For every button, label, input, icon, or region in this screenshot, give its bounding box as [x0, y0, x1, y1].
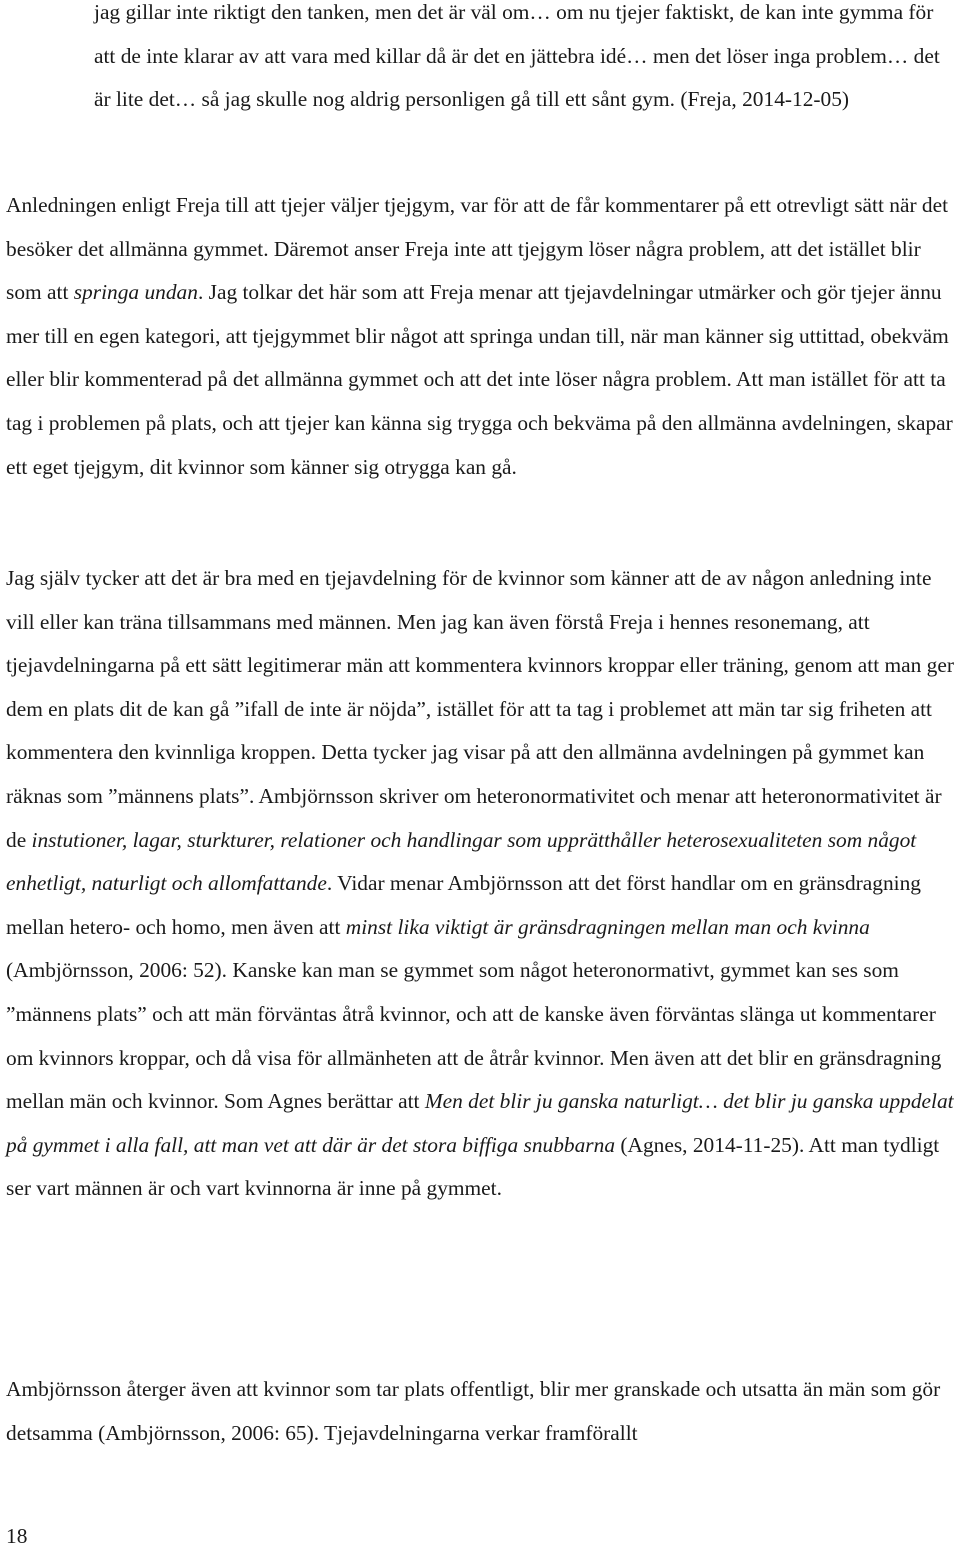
paragraph-anledningen: [6, 184, 960, 489]
page-number: 18: [6, 1524, 28, 1548]
paragraph-jag-sjalv: [6, 557, 960, 1211]
paragraph-text: Ambjörnsson återger även att kvinnor som tar plats offentligt, blir mer granskade och utsatta än män som gör detsamma (Ambjörnsson, 2006: 65). Tjejavdelningarna verkar framförallt: [6, 1377, 941, 1445]
paragraph-text: . Jag tolkar det här som att Freja menar att tjejavdelningar utmärker och gör tjejer ännu mer till en egen kategori, att tjejgymmet blir något att springa undan till, när man känner sig uttittad, obekväm eller blir kommenterad på det allmänna gymmet och att det inte löser några problem. Att man istället för att ta tag i problemen på plats, och att tjejer kan känna sig trygga och bekväma på den allmänna avdelningen, skapar ett eget tjejgym, dit kvinnor som känner sig otrygga kan gå.: [6, 280, 953, 479]
paragraph-text: (Ambjörnsson, 2006: 52). Kanske kan man se gymmet som något heteronormativt, gymmet kan ses som ”männens plats” och att män förväntas åtrå kvinnor, och att de kanske även förväntas slänga ut kommentarer om kvinnors kroppar, och då visa för allmänheten att de åtrår kvinnor. Men även att det blir en gränsdragning mellan män och kvinnor. Som Agnes berättar att: [6, 958, 942, 1114]
paragraph-text: Anledningen enligt Freja till att tjejer väljer tjejgym, var för att de får kommentarer på ett otrevligt sätt när det besöker det allmänna gymmet. Däremot anser Freja inte att tjejgym löser några problem, att det istället blir som att: [6, 193, 949, 305]
quote-citation: (Freja, 2014-12-05): [674, 87, 850, 112]
italic-quote: Men det blir ju ganska naturligt… det blir ju ganska uppdelat på gymmet i alla fall, att man vet att där är det stora biffiga snubbarna: [6, 1089, 954, 1157]
italic-phrase: springa undan: [73, 280, 198, 305]
paragraph-ambjornsson: [6, 1368, 960, 1455]
quote-text: jag gillar inte riktigt den tanken, men det är väl om… om nu tjejer faktiskt, de kan inte gymma för att de inte klarar av att vara med killar då är det en jättebra idé… men det löser inga problem… det är lite det… så jag skulle nog aldrig personligen gå till ett sånt gym.: [94, 0, 940, 112]
paragraph-text: . Vidar menar Ambjörnsson att det först handlar om en gränsdragning mellan hetero- och homo, men även att: [6, 871, 921, 939]
italic-definition: instutioner, lagar, sturkturer, relationer och handlingar som upprätthåller heterosexualiteten som något enhetligt, naturligt och allomfattande: [6, 827, 917, 896]
paragraph-text: Jag själv tycker att det är bra med en tjejavdelning för de kvinnor som känner att de av någon anledning inte vill eller kan träna tillsammans med männen. Men jag kan även förstå Freja i hennes resonemang, att tjejavdelningarna på ett sätt legitimerar män att kommentera kvinnors kroppar eller träning, genom att man ger dem en plats dit de kan gå ”ifall de inte är nöjda”, istället för att ta tag i problemet att män tar sig friheten att kommentera den kvinnliga kroppen. Detta tycker jag visar på att den allmänna avdelningen på gymmet kan räknas som ”männens plats”. Ambjörnsson skriver om heteronormativitet och menar att heteronormativitet är de: [6, 566, 954, 852]
italic-phrase: minst lika viktigt är gränsdragningen mellan man och kvinna: [345, 914, 870, 939]
paragraph-text: (Agnes, 2014-11-25). Att man tydligt ser vart männen är och vart kvinnorna är inne på gymmet.: [6, 1132, 940, 1201]
block-quote: [94, 0, 960, 122]
